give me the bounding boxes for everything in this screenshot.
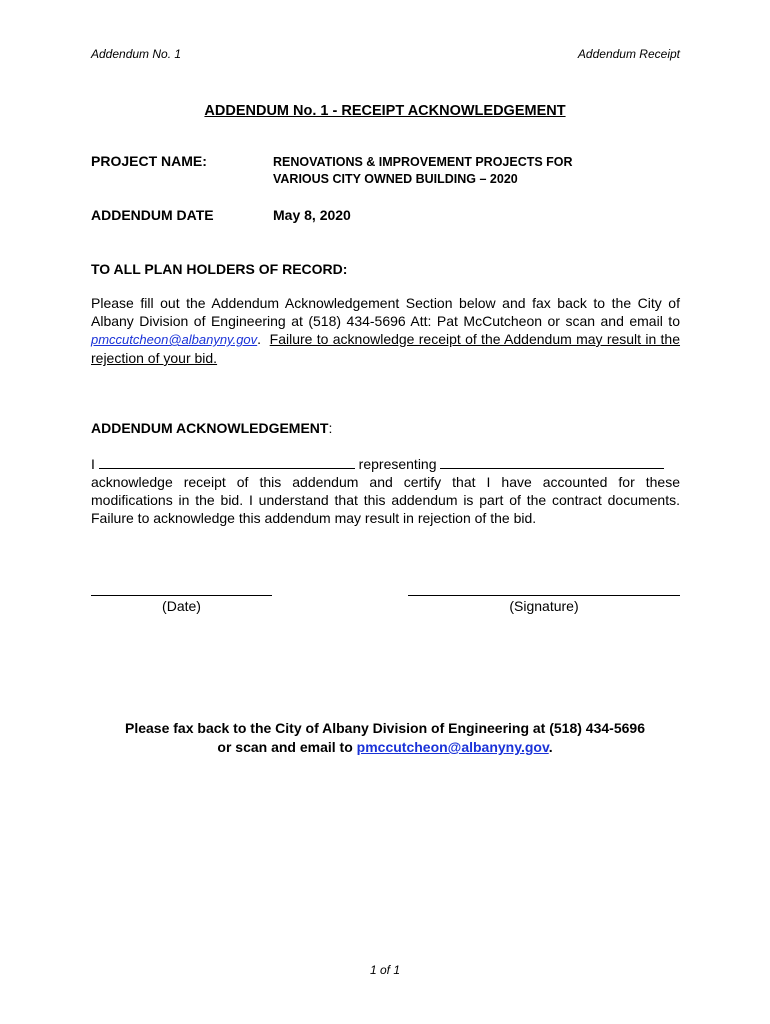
acknowledgement-fill-line (91, 455, 680, 473)
signature-caption: (Signature) (509, 598, 579, 614)
fax-back-line-2 (0, 738, 770, 757)
instructions-email-link[interactable]: pmccutcheon@albanyny.gov (91, 332, 258, 347)
project-name-line-1: RENOVATIONS & IMPROVEMENT PROJECTS FOR (273, 155, 573, 169)
acknowledgement-paragraph: acknowledge receipt of this addendum and certify that I have accounted for these modifications in the bid. I understand that this addendum is part of the contract documents. Failure to acknowledge this addendum may result in rejection of the bid. (91, 474, 680, 526)
header-right: Addendum Receipt (577, 47, 680, 61)
acknowledgement-representing: representing (358, 456, 437, 472)
acknowledgement-heading-colon: : (328, 420, 333, 436)
header-left: Addendum No. 1 (91, 47, 182, 61)
project-name-line-2: VARIOUS CITY OWNED BUILDING – 2020 (273, 172, 518, 186)
date-line[interactable] (91, 595, 272, 596)
project-name-label: PROJECT NAME: (91, 153, 207, 169)
rejection-warning: Failure to acknowledge receipt of the Addendum may result in the rejection of your bid. (91, 331, 681, 366)
fax-back-email-link[interactable]: pmccutcheon@albanyny.gov (356, 739, 549, 755)
fax-back-prefix: or scan and email to (217, 739, 353, 755)
instructions-period: . (257, 331, 262, 347)
name-blank-field[interactable] (99, 456, 355, 469)
company-blank-field[interactable] (440, 456, 664, 469)
fax-back-note (0, 719, 770, 757)
document-title: ADDENDUM No. 1 - RECEIPT ACKNOWLEDGEMENT (204, 103, 566, 119)
project-name-value (273, 154, 573, 188)
addendum-date-value: May 8, 2020 (273, 207, 351, 223)
fax-back-line-1: Please fax back to the City of Albany Division of Engineering at (518) 434-5696 (125, 720, 645, 736)
plan-holders-heading: TO ALL PLAN HOLDERS OF RECORD: (91, 261, 348, 277)
instructions-paragraph (91, 294, 680, 367)
instructions-text: Please fill out the Addendum Acknowledgement Section below and fax back to the City of Albany Division of Engineering at (518) 434-5696 Att: Pat McCutcheon or scan and email to (91, 295, 680, 329)
date-caption: (Date) (162, 598, 201, 614)
page-number: 1 of 1 (369, 963, 401, 977)
acknowledgement-heading (91, 420, 332, 436)
fax-back-period: . (548, 739, 553, 755)
signature-line[interactable] (408, 595, 680, 596)
acknowledgement-heading-text: ADDENDUM ACKNOWLEDGEMENT (91, 420, 329, 436)
acknowledgement-i: I (91, 456, 95, 472)
addendum-date-label: ADDENDUM DATE (91, 207, 214, 223)
